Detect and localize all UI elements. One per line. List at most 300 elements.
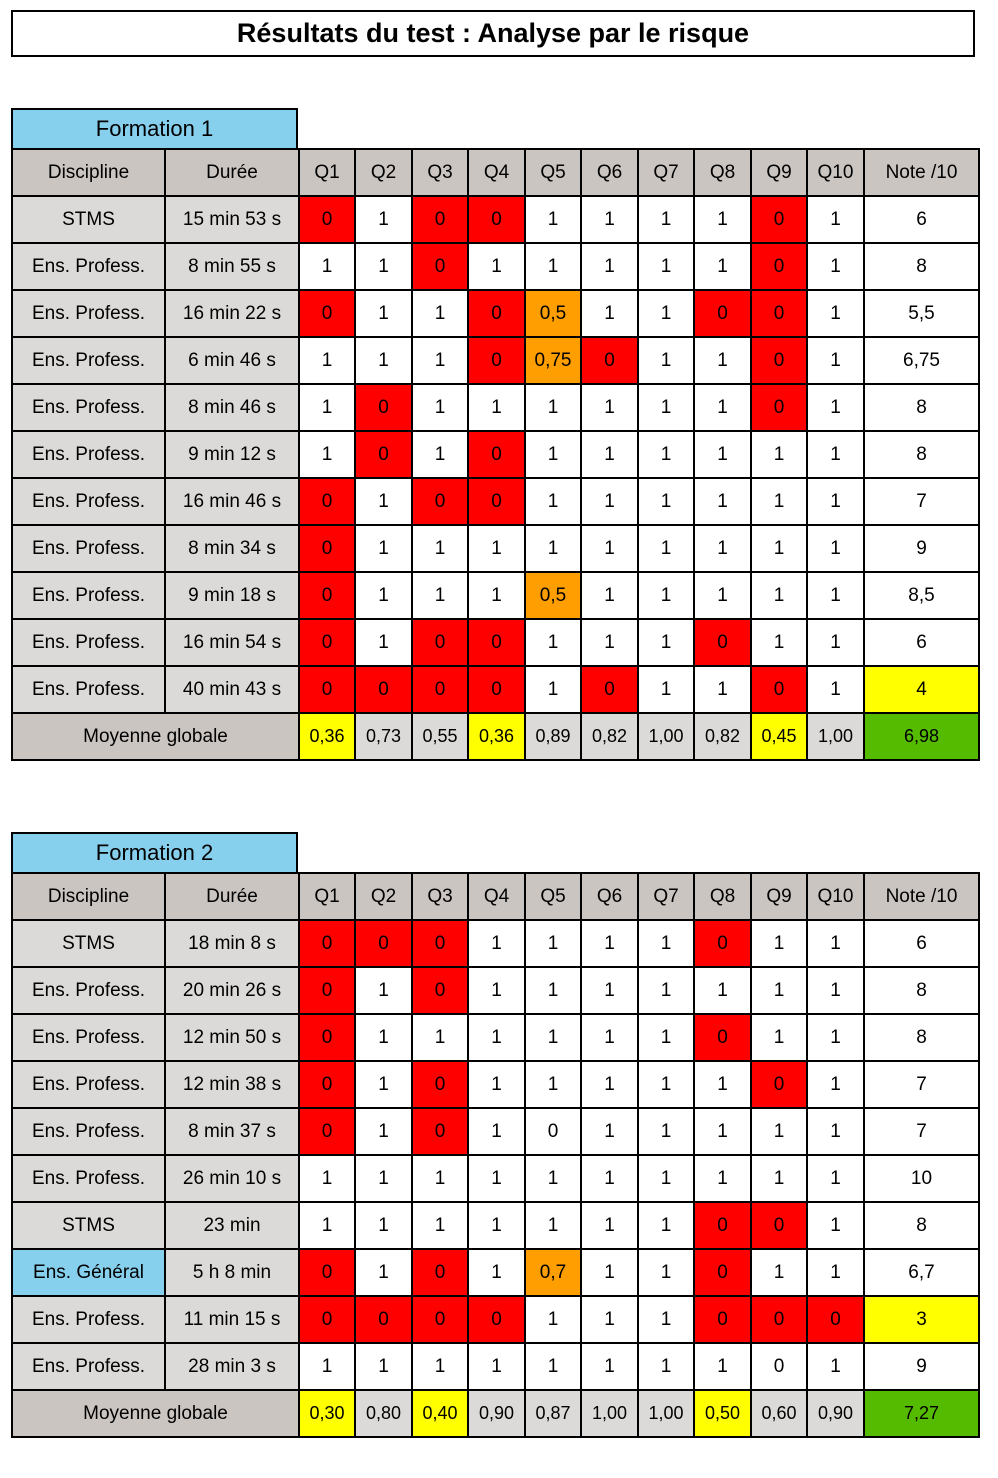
answer-cell-q3: 1 xyxy=(412,290,468,337)
answer-cell-q1: 1 xyxy=(299,431,355,478)
answer-cell-q3: 0 xyxy=(412,1296,468,1343)
answer-cell-q5: 0 xyxy=(525,1108,581,1155)
answer-cell-q7: 1 xyxy=(638,431,694,478)
discipline-cell: Ens. Profess. xyxy=(12,619,165,666)
table-row xyxy=(12,431,979,478)
answer-cell-q2: 1 xyxy=(355,478,412,525)
answer-cell-q8: 0 xyxy=(694,920,751,967)
column-header: Q4 xyxy=(468,873,525,920)
answer-cell-q9: 1 xyxy=(751,1014,807,1061)
average-cell-q7: 1,00 xyxy=(638,1390,694,1437)
formation-1-body xyxy=(12,149,979,760)
answer-cell-q3: 0 xyxy=(412,196,468,243)
table-row xyxy=(12,1202,979,1249)
note-cell: 8 xyxy=(864,1014,979,1061)
answer-cell-q1: 1 xyxy=(299,384,355,431)
average-cell-q6: 0,82 xyxy=(581,713,638,760)
answer-cell-q6: 1 xyxy=(581,1296,638,1343)
average-row xyxy=(12,1390,979,1437)
column-header: Q6 xyxy=(581,873,638,920)
answer-cell-q10: 1 xyxy=(807,1249,864,1296)
answer-cell-q5: 1 xyxy=(525,1061,581,1108)
answer-cell-q8: 0 xyxy=(694,1249,751,1296)
answer-cell-q4: 0 xyxy=(468,196,525,243)
answer-cell-q6: 1 xyxy=(581,290,638,337)
answer-cell-q10: 1 xyxy=(807,1108,864,1155)
answer-cell-q3: 1 xyxy=(412,1155,468,1202)
discipline-cell: Ens. Profess. xyxy=(12,290,165,337)
answer-cell-q7: 1 xyxy=(638,478,694,525)
answer-cell-q2: 1 xyxy=(355,619,412,666)
answer-cell-q3: 1 xyxy=(412,1202,468,1249)
answer-cell-q4: 1 xyxy=(468,967,525,1014)
answer-cell-q7: 1 xyxy=(638,967,694,1014)
answer-cell-q5: 0,5 xyxy=(525,572,581,619)
discipline-cell: Ens. Profess. xyxy=(12,666,165,713)
note-cell: 7 xyxy=(864,1108,979,1155)
table-row xyxy=(12,967,979,1014)
answer-cell-q8: 0 xyxy=(694,1202,751,1249)
discipline-cell: Ens. Profess. xyxy=(12,1155,165,1202)
header-row xyxy=(12,149,979,196)
answer-cell-q9: 0 xyxy=(751,1296,807,1343)
duration-cell: 5 h 8 min xyxy=(165,1249,299,1296)
answer-cell-q1: 0 xyxy=(299,1014,355,1061)
duration-cell: 15 min 53 s xyxy=(165,196,299,243)
note-cell: 9 xyxy=(864,525,979,572)
answer-cell-q6: 1 xyxy=(581,1014,638,1061)
answer-cell-q9: 1 xyxy=(751,525,807,572)
answer-cell-q4: 1 xyxy=(468,384,525,431)
duration-cell: 8 min 55 s xyxy=(165,243,299,290)
formation-2-section xyxy=(11,832,978,1438)
answer-cell-q9: 0 xyxy=(751,290,807,337)
answer-cell-q8: 1 xyxy=(694,572,751,619)
answer-cell-q5: 1 xyxy=(525,666,581,713)
column-header: Q7 xyxy=(638,149,694,196)
answer-cell-q1: 1 xyxy=(299,1155,355,1202)
note-cell: 8 xyxy=(864,243,979,290)
answer-cell-q10: 1 xyxy=(807,1155,864,1202)
answer-cell-q4: 0 xyxy=(468,431,525,478)
answer-cell-q7: 1 xyxy=(638,1061,694,1108)
answer-cell-q9: 1 xyxy=(751,478,807,525)
answer-cell-q5: 1 xyxy=(525,243,581,290)
answer-cell-q1: 0 xyxy=(299,920,355,967)
answer-cell-q5: 1 xyxy=(525,1296,581,1343)
formation-2-body xyxy=(12,873,979,1437)
answer-cell-q7: 1 xyxy=(638,920,694,967)
answer-cell-q4: 1 xyxy=(468,1343,525,1390)
average-cell-q1: 0,30 xyxy=(299,1390,355,1437)
column-header: Q5 xyxy=(525,149,581,196)
answer-cell-q2: 1 xyxy=(355,572,412,619)
answer-cell-q3: 0 xyxy=(412,619,468,666)
table-row xyxy=(12,196,979,243)
answer-cell-q7: 1 xyxy=(638,384,694,431)
answer-cell-q10: 1 xyxy=(807,290,864,337)
answer-cell-q10: 1 xyxy=(807,478,864,525)
column-header: Q10 xyxy=(807,149,864,196)
answer-cell-q2: 1 xyxy=(355,290,412,337)
answer-cell-q1: 0 xyxy=(299,967,355,1014)
table-row xyxy=(12,1155,979,1202)
answer-cell-q3: 0 xyxy=(412,1108,468,1155)
answer-cell-q3: 0 xyxy=(412,1249,468,1296)
answer-cell-q8: 1 xyxy=(694,967,751,1014)
answer-cell-q1: 0 xyxy=(299,666,355,713)
answer-cell-q3: 1 xyxy=(412,1014,468,1061)
answer-cell-q2: 1 xyxy=(355,1014,412,1061)
formation-1-table xyxy=(11,148,980,761)
answer-cell-q10: 1 xyxy=(807,384,864,431)
discipline-cell: Ens. Général xyxy=(12,1249,165,1296)
answer-cell-q7: 1 xyxy=(638,1343,694,1390)
answer-cell-q7: 1 xyxy=(638,1014,694,1061)
column-header: Q6 xyxy=(581,149,638,196)
answer-cell-q8: 1 xyxy=(694,478,751,525)
answer-cell-q4: 1 xyxy=(468,525,525,572)
column-header: Note /10 xyxy=(864,873,979,920)
answer-cell-q4: 1 xyxy=(468,243,525,290)
answer-cell-q7: 1 xyxy=(638,290,694,337)
discipline-cell: Ens. Profess. xyxy=(12,572,165,619)
answer-cell-q8: 0 xyxy=(694,290,751,337)
answer-cell-q7: 1 xyxy=(638,666,694,713)
discipline-cell: Ens. Profess. xyxy=(12,1108,165,1155)
duration-cell: 23 min xyxy=(165,1202,299,1249)
average-cell-q7: 1,00 xyxy=(638,713,694,760)
answer-cell-q4: 0 xyxy=(468,619,525,666)
answer-cell-q6: 1 xyxy=(581,572,638,619)
average-cell-q10: 1,00 xyxy=(807,713,864,760)
table-row xyxy=(12,243,979,290)
discipline-cell: Ens. Profess. xyxy=(12,431,165,478)
answer-cell-q2: 1 xyxy=(355,196,412,243)
table-row xyxy=(12,478,979,525)
answer-cell-q2: 0 xyxy=(355,920,412,967)
answer-cell-q2: 0 xyxy=(355,666,412,713)
answer-cell-q7: 1 xyxy=(638,196,694,243)
formation-2-label: Formation 2 xyxy=(11,832,298,872)
column-header: Q4 xyxy=(468,149,525,196)
answer-cell-q5: 1 xyxy=(525,525,581,572)
note-cell: 5,5 xyxy=(864,290,979,337)
average-cell-q4: 0,36 xyxy=(468,713,525,760)
duration-cell: 11 min 15 s xyxy=(165,1296,299,1343)
discipline-cell: Ens. Profess. xyxy=(12,525,165,572)
answer-cell-q4: 1 xyxy=(468,1155,525,1202)
answer-cell-q10: 1 xyxy=(807,243,864,290)
answer-cell-q2: 1 xyxy=(355,967,412,1014)
answer-cell-q10: 1 xyxy=(807,337,864,384)
note-cell: 9 xyxy=(864,1343,979,1390)
answer-cell-q5: 0,7 xyxy=(525,1249,581,1296)
answer-cell-q4: 1 xyxy=(468,572,525,619)
answer-cell-q8: 1 xyxy=(694,243,751,290)
note-cell: 7 xyxy=(864,1061,979,1108)
answer-cell-q5: 1 xyxy=(525,478,581,525)
column-header: Discipline xyxy=(12,873,165,920)
average-cell-q6: 1,00 xyxy=(581,1390,638,1437)
answer-cell-q9: 1 xyxy=(751,1155,807,1202)
duration-cell: 9 min 18 s xyxy=(165,572,299,619)
answer-cell-q8: 1 xyxy=(694,1108,751,1155)
answer-cell-q9: 1 xyxy=(751,431,807,478)
answer-cell-q5: 1 xyxy=(525,967,581,1014)
answer-cell-q8: 1 xyxy=(694,431,751,478)
note-cell: 4 xyxy=(864,666,979,713)
answer-cell-q6: 1 xyxy=(581,478,638,525)
discipline-cell: Ens. Profess. xyxy=(12,1014,165,1061)
answer-cell-q5: 1 xyxy=(525,1343,581,1390)
average-cell-q2: 0,73 xyxy=(355,713,412,760)
average-label: Moyenne globale xyxy=(12,1390,299,1437)
answer-cell-q2: 0 xyxy=(355,1296,412,1343)
answer-cell-q5: 1 xyxy=(525,1014,581,1061)
column-header: Q10 xyxy=(807,873,864,920)
table-row xyxy=(12,1343,979,1390)
column-header: Durée xyxy=(165,873,299,920)
discipline-cell: STMS xyxy=(12,920,165,967)
answer-cell-q5: 1 xyxy=(525,1202,581,1249)
average-cell-q9: 0,45 xyxy=(751,713,807,760)
answer-cell-q4: 1 xyxy=(468,1014,525,1061)
answer-cell-q3: 0 xyxy=(412,666,468,713)
average-cell-q5: 0,89 xyxy=(525,713,581,760)
answer-cell-q3: 1 xyxy=(412,337,468,384)
answer-cell-q1: 0 xyxy=(299,196,355,243)
answer-cell-q3: 0 xyxy=(412,1061,468,1108)
answer-cell-q4: 0 xyxy=(468,337,525,384)
column-header: Q9 xyxy=(751,149,807,196)
answer-cell-q8: 1 xyxy=(694,384,751,431)
table-row xyxy=(12,619,979,666)
answer-cell-q7: 1 xyxy=(638,1155,694,1202)
answer-cell-q10: 1 xyxy=(807,196,864,243)
duration-cell: 8 min 34 s xyxy=(165,525,299,572)
duration-cell: 6 min 46 s xyxy=(165,337,299,384)
answer-cell-q2: 0 xyxy=(355,384,412,431)
answer-cell-q1: 0 xyxy=(299,1061,355,1108)
answer-cell-q3: 0 xyxy=(412,967,468,1014)
table-row xyxy=(12,920,979,967)
note-cell: 6,75 xyxy=(864,337,979,384)
duration-cell: 16 min 22 s xyxy=(165,290,299,337)
average-cell-q10: 0,90 xyxy=(807,1390,864,1437)
answer-cell-q4: 0 xyxy=(468,290,525,337)
table-row xyxy=(12,572,979,619)
table-row xyxy=(12,1108,979,1155)
table-row xyxy=(12,1014,979,1061)
duration-cell: 20 min 26 s xyxy=(165,967,299,1014)
answer-cell-q6: 1 xyxy=(581,619,638,666)
answer-cell-q9: 0 xyxy=(751,1343,807,1390)
duration-cell: 8 min 37 s xyxy=(165,1108,299,1155)
answer-cell-q8: 0 xyxy=(694,1296,751,1343)
answer-cell-q4: 1 xyxy=(468,1202,525,1249)
answer-cell-q2: 1 xyxy=(355,1155,412,1202)
answer-cell-q2: 1 xyxy=(355,1108,412,1155)
answer-cell-q8: 1 xyxy=(694,1155,751,1202)
answer-cell-q6: 1 xyxy=(581,431,638,478)
answer-cell-q5: 1 xyxy=(525,1155,581,1202)
duration-cell: 12 min 38 s xyxy=(165,1061,299,1108)
answer-cell-q6: 1 xyxy=(581,1202,638,1249)
note-cell: 6 xyxy=(864,920,979,967)
answer-cell-q5: 1 xyxy=(525,196,581,243)
answer-cell-q10: 1 xyxy=(807,1343,864,1390)
answer-cell-q6: 1 xyxy=(581,525,638,572)
answer-cell-q9: 1 xyxy=(751,619,807,666)
average-note-cell: 7,27 xyxy=(864,1390,979,1437)
answer-cell-q7: 1 xyxy=(638,337,694,384)
answer-cell-q1: 0 xyxy=(299,525,355,572)
answer-cell-q5: 1 xyxy=(525,619,581,666)
answer-cell-q10: 1 xyxy=(807,1014,864,1061)
column-header: Q3 xyxy=(412,149,468,196)
discipline-cell: Ens. Profess. xyxy=(12,967,165,1014)
answer-cell-q10: 1 xyxy=(807,920,864,967)
answer-cell-q2: 1 xyxy=(355,1249,412,1296)
average-cell-q2: 0,80 xyxy=(355,1390,412,1437)
answer-cell-q4: 0 xyxy=(468,478,525,525)
answer-cell-q3: 1 xyxy=(412,525,468,572)
average-cell-q4: 0,90 xyxy=(468,1390,525,1437)
answer-cell-q6: 1 xyxy=(581,196,638,243)
answer-cell-q2: 1 xyxy=(355,243,412,290)
answer-cell-q3: 1 xyxy=(412,431,468,478)
answer-cell-q4: 1 xyxy=(468,1108,525,1155)
column-header: Q7 xyxy=(638,873,694,920)
note-cell: 6,7 xyxy=(864,1249,979,1296)
answer-cell-q10: 1 xyxy=(807,1061,864,1108)
answer-cell-q3: 1 xyxy=(412,1343,468,1390)
answer-cell-q10: 1 xyxy=(807,525,864,572)
answer-cell-q1: 1 xyxy=(299,1343,355,1390)
answer-cell-q9: 1 xyxy=(751,1249,807,1296)
answer-cell-q9: 0 xyxy=(751,243,807,290)
answer-cell-q5: 1 xyxy=(525,920,581,967)
answer-cell-q9: 1 xyxy=(751,967,807,1014)
note-cell: 8 xyxy=(864,384,979,431)
answer-cell-q2: 0 xyxy=(355,431,412,478)
duration-cell: 8 min 46 s xyxy=(165,384,299,431)
formation-1-label: Formation 1 xyxy=(11,108,298,148)
column-header: Q9 xyxy=(751,873,807,920)
answer-cell-q8: 0 xyxy=(694,619,751,666)
note-cell: 8,5 xyxy=(864,572,979,619)
formation-2-table xyxy=(11,872,980,1438)
answer-cell-q1: 0 xyxy=(299,1296,355,1343)
answer-cell-q8: 1 xyxy=(694,1061,751,1108)
answer-cell-q10: 1 xyxy=(807,431,864,478)
answer-cell-q10: 1 xyxy=(807,666,864,713)
duration-cell: 16 min 46 s xyxy=(165,478,299,525)
average-cell-q5: 0,87 xyxy=(525,1390,581,1437)
answer-cell-q5: 0,5 xyxy=(525,290,581,337)
note-cell: 8 xyxy=(864,431,979,478)
column-header: Q2 xyxy=(355,149,412,196)
duration-cell: 12 min 50 s xyxy=(165,1014,299,1061)
answer-cell-q10: 1 xyxy=(807,619,864,666)
answer-cell-q7: 1 xyxy=(638,1296,694,1343)
table-row xyxy=(12,525,979,572)
answer-cell-q5: 1 xyxy=(525,431,581,478)
average-cell-q8: 0,50 xyxy=(694,1390,751,1437)
answer-cell-q7: 1 xyxy=(638,619,694,666)
answer-cell-q6: 1 xyxy=(581,1108,638,1155)
answer-cell-q8: 1 xyxy=(694,666,751,713)
answer-cell-q4: 1 xyxy=(468,1249,525,1296)
answer-cell-q9: 0 xyxy=(751,196,807,243)
average-cell-q1: 0,36 xyxy=(299,713,355,760)
answer-cell-q6: 0 xyxy=(581,337,638,384)
answer-cell-q6: 1 xyxy=(581,920,638,967)
answer-cell-q2: 1 xyxy=(355,1202,412,1249)
answer-cell-q6: 1 xyxy=(581,1061,638,1108)
answer-cell-q4: 0 xyxy=(468,666,525,713)
discipline-cell: Ens. Profess. xyxy=(12,243,165,290)
duration-cell: 9 min 12 s xyxy=(165,431,299,478)
answer-cell-q7: 1 xyxy=(638,525,694,572)
answer-cell-q8: 1 xyxy=(694,337,751,384)
answer-cell-q6: 1 xyxy=(581,967,638,1014)
answer-cell-q8: 1 xyxy=(694,1343,751,1390)
note-cell: 3 xyxy=(864,1296,979,1343)
discipline-cell: STMS xyxy=(12,1202,165,1249)
column-header: Q1 xyxy=(299,149,355,196)
discipline-cell: Ens. Profess. xyxy=(12,1343,165,1390)
column-header: Durée xyxy=(165,149,299,196)
answer-cell-q7: 1 xyxy=(638,243,694,290)
duration-cell: 16 min 54 s xyxy=(165,619,299,666)
answer-cell-q1: 0 xyxy=(299,1249,355,1296)
column-header: Q3 xyxy=(412,873,468,920)
discipline-cell: STMS xyxy=(12,196,165,243)
column-header: Q8 xyxy=(694,149,751,196)
average-cell-q3: 0,40 xyxy=(412,1390,468,1437)
answer-cell-q9: 1 xyxy=(751,920,807,967)
note-cell: 7 xyxy=(864,478,979,525)
answer-cell-q6: 1 xyxy=(581,1343,638,1390)
answer-cell-q3: 0 xyxy=(412,920,468,967)
answer-cell-q1: 1 xyxy=(299,337,355,384)
column-header: Q5 xyxy=(525,873,581,920)
answer-cell-q2: 1 xyxy=(355,1343,412,1390)
discipline-cell: Ens. Profess. xyxy=(12,337,165,384)
answer-cell-q6: 1 xyxy=(581,243,638,290)
answer-cell-q8: 0 xyxy=(694,1014,751,1061)
answer-cell-q2: 1 xyxy=(355,1061,412,1108)
table-row xyxy=(12,290,979,337)
answer-cell-q4: 0 xyxy=(468,1296,525,1343)
answer-cell-q8: 1 xyxy=(694,525,751,572)
answer-cell-q10: 0 xyxy=(807,1296,864,1343)
discipline-cell: Ens. Profess. xyxy=(12,1061,165,1108)
answer-cell-q5: 1 xyxy=(525,384,581,431)
note-cell: 8 xyxy=(864,1202,979,1249)
table-row xyxy=(12,1061,979,1108)
page-title: Résultats du test : Analyse par le risque xyxy=(11,10,975,57)
answer-cell-q1: 0 xyxy=(299,572,355,619)
table-row xyxy=(12,1296,979,1343)
answer-cell-q4: 1 xyxy=(468,920,525,967)
column-header: Q1 xyxy=(299,873,355,920)
answer-cell-q10: 1 xyxy=(807,1202,864,1249)
answer-cell-q4: 1 xyxy=(468,1061,525,1108)
duration-cell: 40 min 43 s xyxy=(165,666,299,713)
